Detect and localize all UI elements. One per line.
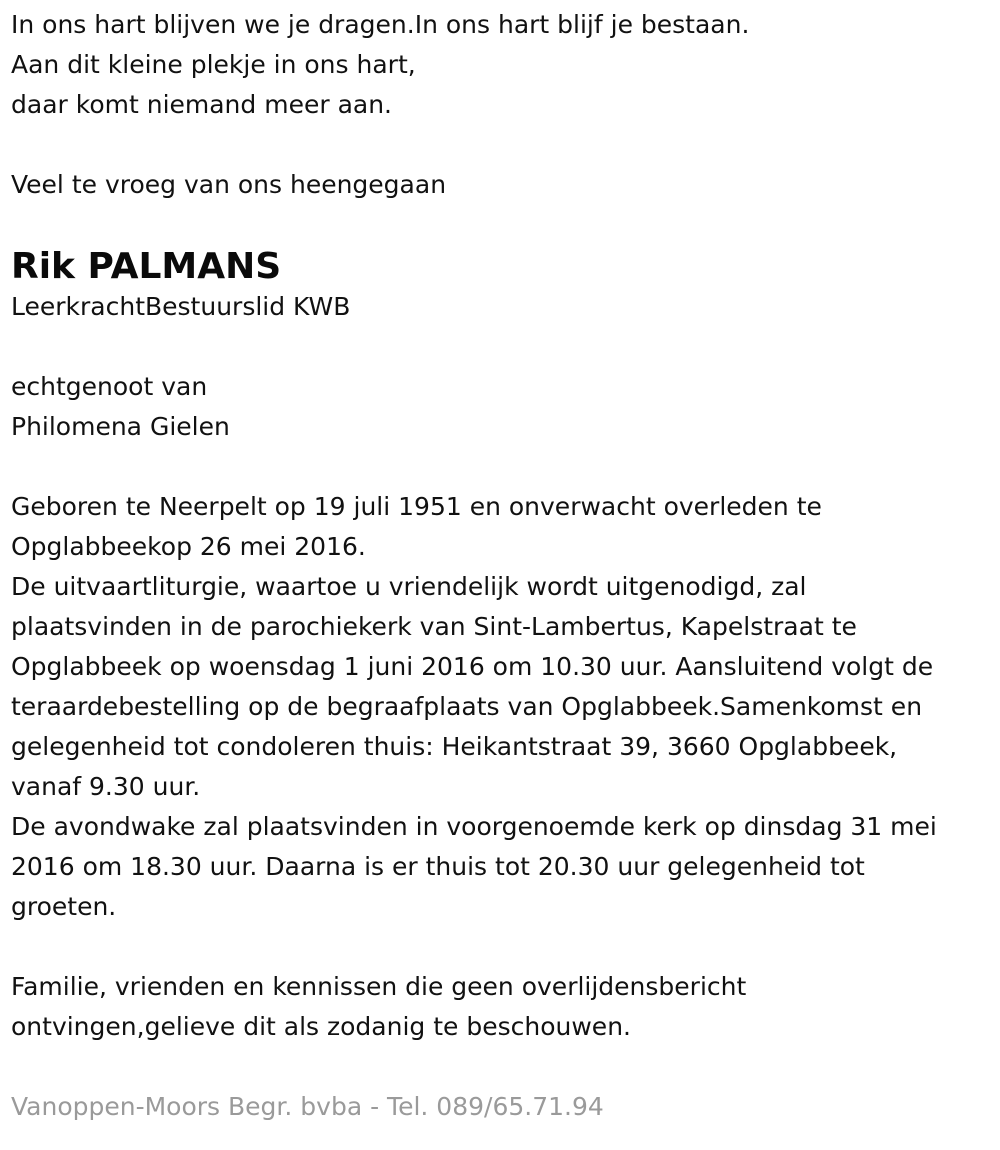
poem-line: daar komt niemand meer aan. — [11, 90, 392, 119]
deceased-name: Rik PALMANS — [11, 246, 282, 287]
closing-note — [11, 967, 996, 1047]
obituary-notice — [11, 5, 996, 1127]
funeral-home-footer: Vanoppen-Moors Begr. bvba - Tel. 089/65.71.94 — [11, 1092, 604, 1121]
spacer — [11, 1047, 996, 1087]
closing-line: ontvingen,gelieve dit als zodanig te beschouwen. — [11, 1012, 631, 1041]
details-line: plaatsvinden in de parochiekerk van Sint-Lambertus, Kapelstraat te — [11, 612, 857, 641]
details-line: vanaf 9.30 uur. — [11, 772, 201, 801]
intro-text: Veel te vroeg van ons heengegaan — [11, 170, 447, 199]
details-line: groeten. — [11, 892, 117, 921]
spacer — [11, 205, 996, 245]
details-line: Opglabbeek op woensdag 1 juni 2016 om 10.30 uur. Aansluitend volgt de — [11, 652, 934, 681]
details-line: Opglabbeekop 26 mei 2016. — [11, 532, 366, 561]
spacer — [11, 447, 996, 487]
spacer — [11, 125, 996, 165]
poem-line: Aan dit kleine plekje in ons hart, — [11, 50, 416, 79]
poem-line: In ons hart blijven we je dragen.In ons hart blijf je bestaan. — [11, 10, 750, 39]
poem — [11, 5, 996, 125]
deceased-title: LeerkrachtBestuurslid KWB — [11, 292, 351, 321]
spouse-label: echtgenoot van — [11, 372, 208, 401]
spacer — [11, 327, 996, 367]
details-line: gelegenheid tot condoleren thuis: Heikantstraat 39, 3660 Opglabbeek, — [11, 732, 898, 761]
spouse-name: Philomena Gielen — [11, 412, 230, 441]
funeral-details — [11, 487, 996, 927]
details-line: Geboren te Neerpelt op 19 juli 1951 en onverwacht overleden te — [11, 492, 822, 521]
spacer — [11, 927, 996, 967]
details-line: De avondwake zal plaatsvinden in voorgenoemde kerk op dinsdag 31 mei — [11, 812, 937, 841]
closing-line: Familie, vrienden en kennissen die geen overlijdensbericht — [11, 972, 747, 1001]
details-line: De uitvaartliturgie, waartoe u vriendelijk wordt uitgenodigd, zal — [11, 572, 807, 601]
details-line: 2016 om 18.30 uur. Daarna is er thuis tot 20.30 uur gelegenheid tot — [11, 852, 865, 881]
details-line: teraardebestelling op de begraafplaats van Opglabbeek.Samenkomst en — [11, 692, 923, 721]
